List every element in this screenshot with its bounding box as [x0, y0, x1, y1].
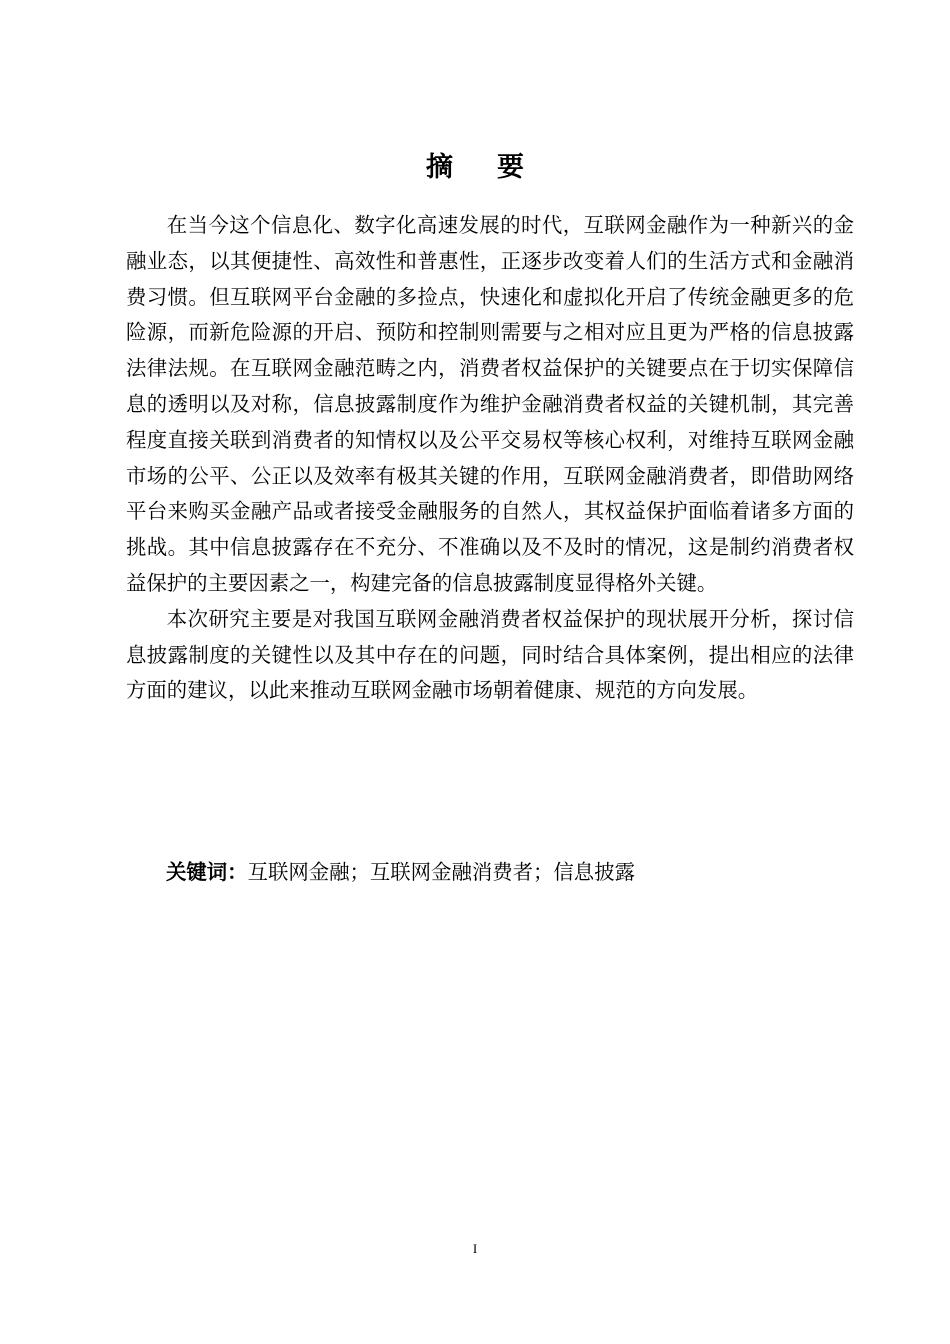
abstract-title-char-2: 要 — [497, 152, 524, 183]
abstract-paragraph-2: 本次研究主要是对我国互联网金融消费者权益保护的现状展开分析，探讨信息披露制度的关键性以及其中存在的问题，同时结合具体案例，提出相应的法律方面的建议，以此来推动互联网金融市场朝着健康、规范的方向发展。 — [126, 606, 854, 703]
abstract-title — [0, 148, 950, 188]
keywords-line — [166, 855, 635, 891]
keywords-label: 关键词： — [166, 860, 248, 884]
abstract-body — [126, 208, 854, 709]
keywords-text: 互联网金融；互联网金融消费者；信息披露 — [247, 860, 635, 884]
page-number: I — [472, 1241, 478, 1256]
abstract-paragraph-1: 在当今这个信息化、数字化高速发展的时代，互联网金融作为一种新兴的金融业态，以其便捷性、高效性和普惠性，正逐步改变着人们的生活方式和金融消费习惯。但互联网平台金融的多捡点，快速化和虚拟化开启了传统金融更多的危险源，而新危险源的开启、预防和控制则需要与之相对应且更为严格的信息披露法律法规。在互联网金融范畴之内，消费者权益保护的关键要点在于切实保障信息的透明以及对称，信息披露制度作为维护金融消费者权益的关键机制，其完善程度直接关联到消费者的知情权以及公平交易权等核心权利，对维持互联网金融市场的公平、公正以及效率有极其关键的作用，互联网金融消费者，即借助网络平台来购买金融产品或者接受金融服务的自然人，其权益保护面临着诸多方面的挑战。其中信息披露存在不充分、不准确以及不及时的情况，这是制约消费者权益保护的主要因素之一，构建完备的信息披露制度显得格外关键。 — [126, 213, 854, 595]
abstract-title-char-1: 摘 — [426, 152, 453, 183]
